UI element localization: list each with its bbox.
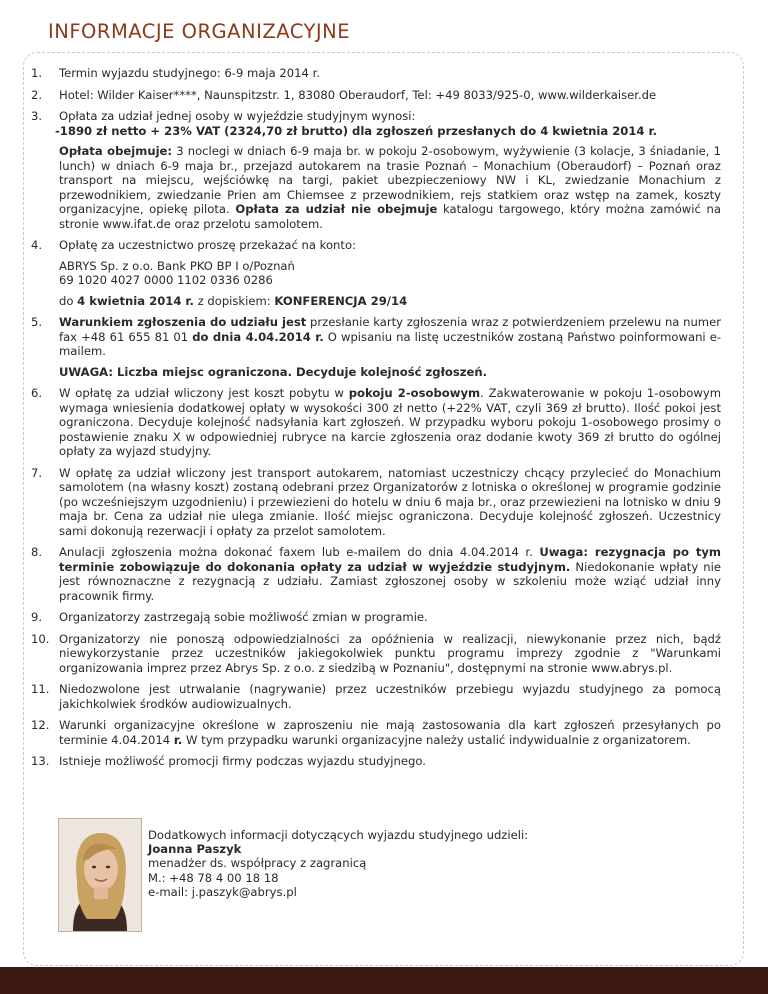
item-text: Organizatorzy zastrzegają sobie możliwość zmian w programie. xyxy=(59,610,428,624)
item-text: Hotel: Wilder Kaiser****, Naunspitzstr. 1, 83080 Oberaudorf, Tel: +49 8033/925-0, www.wilderkaiser.de xyxy=(59,87,657,102)
excludes-label: Opłata za udział nie obejmuje xyxy=(235,202,438,216)
item-text xyxy=(59,718,721,747)
item-text: Opłatę za uczestnictwo proszę przekazać na konto: xyxy=(59,238,356,252)
bold-text: Uwaga: rezygnacja po tym terminie zobowiązuje do dokonania opłaty za udział w wyjeździe studyjnym. xyxy=(59,545,721,574)
list-item xyxy=(31,754,721,769)
bank-name: ABRYS Sp. z o.o. Bank PKO BP I o/Poznań xyxy=(59,258,295,273)
item-number: 3. xyxy=(31,109,43,123)
item-number: 1. xyxy=(31,66,43,80)
fee-includes-paragraph xyxy=(59,144,721,231)
list-item xyxy=(31,632,721,676)
terms-list xyxy=(31,66,721,769)
due-date: 4 kwietnia 2014 r. xyxy=(77,293,194,308)
plain-text: Warunki organizacyjne określone w zaproszeniu nie mają zastosowania dla kart zgłoszeń przesyłanych po terminie 4.04.2014 xyxy=(59,718,721,747)
contact-email: e-mail: j.paszyk@abrys.pl xyxy=(148,884,297,899)
item-number: 2. xyxy=(31,87,43,102)
contact-details xyxy=(148,828,528,899)
contact-section xyxy=(58,818,698,938)
list-item xyxy=(31,315,721,379)
item-text: W opłatę za udział wliczony jest transport autokarem, natomiast uczestniczy chcący przylecieć do Monachium samolotem (na własny koszt) zostaną odebrani przez Organizatorów z lotniska o określonej w programie godzinie (po wcześniejszym uzgodnieniu) i przewiezieni do hotelu w dniu 6 maja br., oraz przewiezieni na lotnisko w dniu 9 maja br. Cena za udział nie ulega zmianie. Ilość miejsc ograniczona. Decyduje kolejność zgłoszeń. Uczestnicy sami dokonują rezerwacji i opłaty za przelot samolotem. xyxy=(59,465,721,538)
list-item xyxy=(31,610,721,625)
plain-text: W tym przypadku warunki organizacyjne należy ustalić indywidualnie z organizatorem. xyxy=(182,732,691,747)
payment-due-line xyxy=(59,294,721,309)
plain-text: O wpisaniu na listę uczestników zostaną Państwo poinformowani e-mailem. xyxy=(59,329,722,358)
item-number: 5. xyxy=(31,315,43,329)
plain-text: W opłatę za udział wliczony jest koszt pobytu w xyxy=(59,386,349,400)
contact-name: Joanna Paszyk xyxy=(148,842,242,857)
plain-text: . Zakwaterowanie w pokoju 1-osobowym wymaga wniesienia dodatkowej opłaty w wysokości 300 zł netto (+22% VAT, czyli 369 zł brutto). Ilość pokoi jest ograniczona. Decyduje kolejność nadsyłania kart zgłoszeń. W przypadku wyboru pokoju 1-osobowego prosimy o postawienie znaku X w odpowiedniej rubryce na karcie zgłoszenia oraz dodanie kwoty 369 zł brutto do ogólnej opłaty za wyjazd studyjny. xyxy=(59,386,721,458)
plain-text: Anulacji zgłoszenia można dokonać faxem lub e-mailem do dnia 4.04.2014 r. xyxy=(59,545,540,559)
item-text xyxy=(59,315,721,359)
list-item xyxy=(31,109,721,231)
bold-text: Warunkiem zgłoszenia do udziału jest xyxy=(59,315,307,329)
excludes-text: katalogu targowego, który można zamówić na stronie www.ifat.de oraz przelotu samolotem. xyxy=(59,202,721,231)
item-text xyxy=(59,545,721,603)
item-text: Organizatorzy nie ponoszą odpowiedzialności za opóźnienia w realizacji, niewykonanie przez nich, bądź niewykorzystanie przez uczestników jakiegokolwiek punktu programu imprezy zgodnie z "Warunkami organizowania imprez przez Abrys Sp. z o.o. z siedzibą w Poznaniu", dostępnymi na stronie www.abrys.pl. xyxy=(59,631,721,675)
portrait-image xyxy=(59,819,141,931)
item-number: 11. xyxy=(31,682,50,696)
list-item xyxy=(31,466,721,539)
list-item xyxy=(31,545,721,603)
bold-text: r. xyxy=(173,732,183,747)
item-text: Opłata za udział jednej osoby w wyjeździe studyjnym wynosi: xyxy=(59,109,416,123)
list-item xyxy=(31,88,721,103)
list-item xyxy=(31,238,721,308)
terms-list-container xyxy=(31,66,721,776)
bold-text: do dnia 4.04.2014 r. xyxy=(192,329,324,344)
price-line: -1890 zł netto + 23% VAT (2324,70 zł brutto) dla zgłoszeń przesłanych do 4 kwietnia 2014 r. xyxy=(55,123,657,138)
item-text: Niedozwolone jest utrwalanie (nagrywanie) przez uczestników przebiegu wyjazdu studyjnego za pomocą jakichkolwiek środków audiowizualnych. xyxy=(59,682,721,711)
item-number: 7. xyxy=(31,465,43,480)
item-number: 13. xyxy=(31,754,50,768)
item-number: 4. xyxy=(31,238,43,252)
item-text xyxy=(59,386,721,459)
limited-places-warning: UWAGA: Liczba miejsc ograniczona. Decyduje kolejność zgłoszeń. xyxy=(59,364,488,379)
plain-text: przesłanie karty zgłoszenia wraz z potwierdzeniem przelewu na numer fax +48 61 655 81 01 xyxy=(59,315,721,344)
due-mid: z dopiskiem: xyxy=(193,293,275,308)
item-number: 9. xyxy=(31,610,43,624)
contact-intro: Dodatkowych informacji dotyczących wyjazdu studyjnego udzieli: xyxy=(148,828,529,842)
footer-bar xyxy=(0,967,768,994)
bank-account-number: 69 1020 4027 0000 1102 0336 0286 xyxy=(59,273,273,287)
list-item xyxy=(31,66,721,81)
page-title: INFORMACJE ORGANIZACYJNE xyxy=(48,20,351,43)
item-text: Istnieje możliwość promocji firmy podczas wyjazdu studyjnego. xyxy=(59,754,426,768)
list-item xyxy=(31,386,721,459)
item-number: 10. xyxy=(31,631,50,646)
contact-phone: M.: +48 78 4 00 18 18 xyxy=(148,870,279,885)
contact-photo xyxy=(58,818,142,932)
includes-text: 3 noclegi w dniach 6-9 maja br. w pokoju 2-osobowym, wyżywienie (3 kolacje, 3 śniadanie, 1 lunch) w dniach 6-9 maja br., przejazd autokarem na trasie Poznań – Monachium (Oberaudorf) – Poznań oraz transport na miejscu, wejściówkę na targi, pakiet ubezpieczeniowy NW i KL, zwiedzanie Monachium z przewodnikiem, zwiedzanie Prien am Chiemsee z przewodnikiem, rejs statkiem oraz wstęp na zamek, koszty organizacyjne, opiekę pilota. xyxy=(59,144,722,216)
item-number: 8. xyxy=(31,545,43,559)
item-text: Termin wyjazdu studyjnego: 6-9 maja 2014 r. xyxy=(59,66,321,80)
item-number: 12. xyxy=(31,718,50,732)
contact-role: menadżer ds. współpracy z zagranicą xyxy=(148,856,367,871)
transfer-reference: KONFERENCJA 29/14 xyxy=(274,293,408,308)
bold-text: pokoju 2-osobowym xyxy=(348,386,481,400)
list-item xyxy=(31,718,721,747)
item-number: 6. xyxy=(31,386,43,400)
includes-label: Opłata obejmuje: xyxy=(59,144,173,158)
list-item xyxy=(31,682,721,711)
plain-text: Niedokonanie wpłaty nie jest równoznaczne z rezygnacją z udziału. Zamiast zgłoszonej osoby w szkoleniu może wziąć udział inny pracownik firmy. xyxy=(59,559,721,603)
due-prefix: do xyxy=(59,293,78,308)
